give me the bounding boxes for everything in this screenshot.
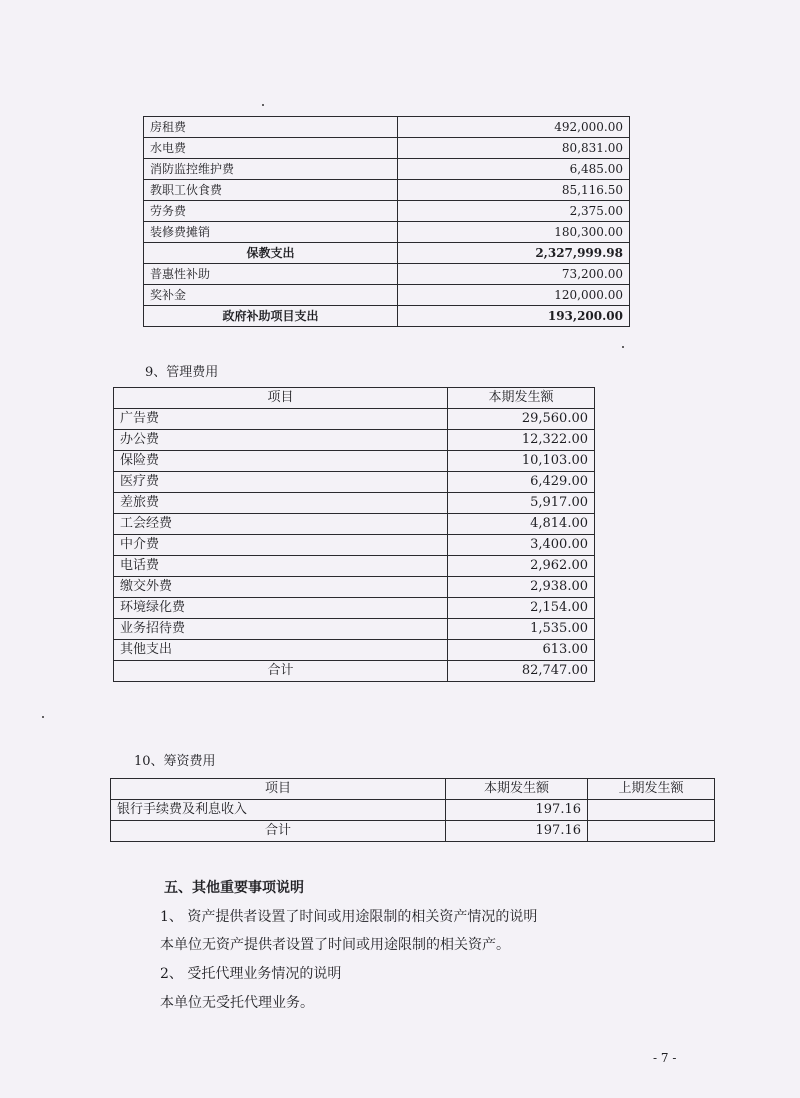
expense-table-continued [143,116,630,327]
table-row: 工会经费 4,814.00 [114,514,595,535]
scan-speck [622,346,624,348]
table-row: 消防监控维护费 6,485.00 [144,159,630,180]
table-row: 办公费 12,322.00 [114,430,595,451]
management-expenses-table [113,387,595,682]
subtotal-row: 保教支出 2,327,999.98 [144,243,630,264]
notes-heading: 五、其他重要事项说明 [164,880,304,896]
table-row: 装修费摊销 180,300.00 [144,222,630,243]
table-row: 奖补金 120,000.00 [144,285,630,306]
scan-speck [42,716,44,718]
table-row: 银行手续费及利息收入 197.16 [111,800,715,821]
table-row: 差旅费 5,917.00 [114,493,595,514]
table-header-row: 项目 本期发生额 [114,388,595,409]
table-row: 教职工伙食费 85,116.50 [144,180,630,201]
page-number: - 7 - [653,1051,677,1065]
table-row: 水电费 80,831.00 [144,138,630,159]
subtotal-row: 政府补助项目支出 193,200.00 [144,306,630,327]
note-1-title: 1、 资产提供者设置了时间或用途限制的相关资产情况的说明 [160,909,538,925]
note-2-title: 2、 受托代理业务情况的说明 [160,966,342,982]
table-row: 劳务费 2,375.00 [144,201,630,222]
table-row: 业务招待费 1,535.00 [114,619,595,640]
table-row: 普惠性补助 73,200.00 [144,264,630,285]
table-row: 保险费 10,103.00 [114,451,595,472]
total-row: 合计 197.16 [111,821,715,842]
table-row: 广告费 29,560.00 [114,409,595,430]
table-row: 其他支出 613.00 [114,640,595,661]
table-row: 电话费 2,962.00 [114,556,595,577]
scan-speck [262,104,264,106]
total-row: 合计 82,747.00 [114,661,595,682]
note-1-body: 本单位无资产提供者设置了时间或用途限制的相关资产。 [160,937,510,953]
table-row: 医疗费 6,429.00 [114,472,595,493]
section-title-management-expenses: 9、管理费用 [145,365,219,380]
table-header-row: 项目 本期发生额 上期发生额 [111,779,715,800]
table-row: 环境绿化费 2,154.00 [114,598,595,619]
section-title-financing-expenses: 10、筹资费用 [134,754,216,769]
financing-expenses-table [110,778,715,842]
table-row: 房租费 492,000.00 [144,117,630,138]
table-row: 缴交外费 2,938.00 [114,577,595,598]
table-row: 中介费 3,400.00 [114,535,595,556]
note-2-body: 本单位无受托代理业务。 [160,995,314,1011]
